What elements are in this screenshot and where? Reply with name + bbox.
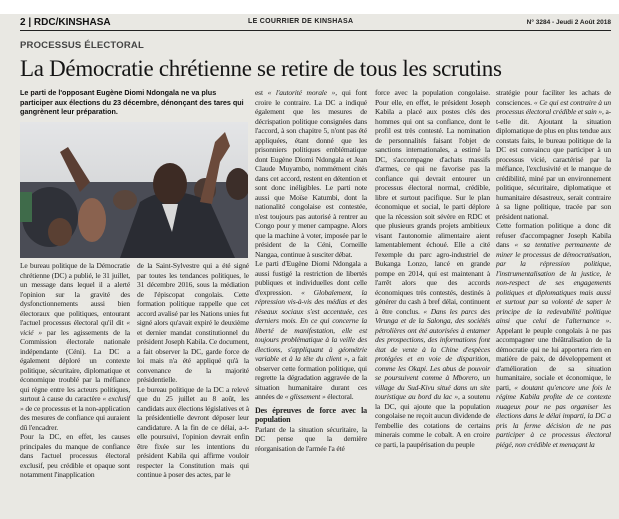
body-text: de ce processus et la non-application des mesures de confiance qui auraient dû l'encadrer. — [20, 403, 130, 432]
body-text: . Appelant le peuple congolais à ne pas accompagner une théâtralisation de la démocratie qui ne lui apportera rien en matière de paix, de développement et d'amélioration de sa situation humanitaire, sociale et économique, le parti, — [496, 316, 611, 392]
body-text: , a-t-elle dit. Ajoutant la situation diplomatique de plus en plus tendue aux constats faits, le bureau politique de la DC est convaincu que participer à un processus vicié, caractérisé par la méfiance, l'exclusivité et le manque de crédibilité, miné par un environnement politique, sécuritaire, diplomatique et humanitaire désastreux, serait contraire à sa ligne politique, tracée par son président national. — [496, 107, 611, 221]
paragraph — [255, 88, 367, 259]
body-text: est — [255, 88, 268, 97]
paragraph — [255, 425, 367, 454]
body-text: , a soutenu la DC, qui ajoute que la population congolaise ne reçoit aucun dividende de l'embellie des cotations de certains minerais comme le cobalt. A en croire ce parti, la paupérisation du peuple — [375, 392, 490, 449]
body-text: Le parti d'Eugène Diomi Ndongala a aussi fustigé la restriction de libertés publiques et individuelles dont celle d'expression. — [255, 259, 367, 297]
body-text: , a fait observer cette formation politique, qui regrette la dégradation aggravée de la situation humanitaire durant ces années de — [255, 354, 368, 401]
body-text: Le bureau politique de la DC a relevé que du 25 juillet au 8 août, les candidats aux élections législatives et à la présidentielle devront déposer leur candidature. A la fin de ce délai, a-t-elle poursuivi, l'opinion devrait enfin être fixée sur les intentions du président Kabila qui affirme vouloir respecter la Constitution mais qui continue à poser des actes, par le — [137, 384, 249, 479]
article-column-3 — [255, 88, 367, 453]
quote-text: « sa tentative permanente de miner le processus de démocratisation, par la répression politique, l'instrumentalisation de la justice, le non-respect de ses engagements politiques et diplomatiques mais aussi et surtout par sa volonté de saper le principe de la redevabilité politique ainsi que celui de l'alternance » — [496, 240, 611, 325]
body-text: électoral. — [325, 392, 354, 401]
newspaper-name: LE COURRIER DE KINSHASA — [248, 18, 354, 25]
quote-text: « glissement » — [284, 392, 326, 401]
quote-text: « doutant qu'encore une fois le régime Kabila profite de ce contexte nuageux pour ne pas organiser les élections dans le délai imparti, la DC a pris la ferme décision de ne pas participer à ce processus électoral piégé, non crédible et menaçant la — [496, 382, 612, 449]
paragraph — [137, 385, 249, 480]
body-text: , qui font croire le contraire. La DC a indiqué également que les mesures de décrispation politique consignées dans l'accord, à son chapitre 5, n'ont pas été appliquées, étant donné que les prisonniers politiques emblématique dont Eugène Diomi Ndongala et Jean Claude Muyambo, nommément cités dans cet accord, restent en détention et sont donc inéligibles. Le parti note aussi que Moïse Katumbi, dont la nationalité congolaise est contestée, n'est toujours pas autorisé à rentrer au Congo pour y mener campagne. Alors que la machine à voter, imposée par le président de la Céni, Corneille Nangaa, continue à susciter débat. — [255, 88, 367, 259]
paragraph — [20, 432, 130, 480]
quote-text: « Ce qui est contraire à un processus électoral crédible et sain » — [496, 97, 611, 116]
paragraph — [375, 88, 490, 449]
quote-text: « vicié » — [20, 318, 130, 337]
paragraph — [255, 259, 367, 402]
article-column-5 — [496, 88, 611, 449]
body-text: Parlant de la situation sécuritaire, la DC pense que la dernière réorganisation de l'armée l'a été — [255, 424, 367, 453]
article-kicker: PROCESSUS ÉLECTORAL — [20, 40, 144, 51]
quote-text: « Globalement, la répression vis-à-vis des médias et des réseaux sociaux s'est accentuée, ces derniers mois. En ce qui concerne la liberté de manifestation, elle est toujours problématique à la veille des élections, s'appliquant à géométrie variable et à la tête du client » — [255, 287, 368, 363]
quote-text: « l'autorité morale » — [267, 88, 336, 97]
body-text: de la Saint-Sylvestre qui a été signé par toutes les tendances politiques, le 31 décembre 2016, sous la médiation de l'épiscopat congolais. Cette formation politique rappelle que cet accord avalisé par les Nations unies fut signé alors qu'avait expiré le deuxième et dernier mandat constitutionnel du président Joseph Kabila. Ce document, a fait observer la DC, garde force de loi mais n'a été appliqué qu'à la convenance de la majorité présidentielle. — [137, 261, 249, 384]
body-text: par les agissements de la Commission électorale nationale indépendante (Céni). La DC a également déploré un contexte politique, sécuritaire, diplomatique et économique troublé par la méfiance qui règne entre les acteurs politiques, surtout à cause du caractère — [20, 327, 130, 403]
body-text: Le bureau politique de la Démocratie chrétienne (DC) a publié, le 31 juillet, un message dans lequel il a alerté l'opinion sur la gravité des dysfonctionnements aussi bien électoraux que politiques, entourant l'actuel processus électoral qu'il dit — [20, 261, 130, 327]
body-text: Cette formation politique a donc dit refuser d'accompagner Joseph Kabila dans — [496, 221, 611, 249]
section-label: 2 | RDC/KINSHASA — [20, 17, 111, 28]
quote-text: « Dans les parcs des Virunga et de la Salonga, des sociétés pétrolières ont été autorisées à entamer des prospections, des informations font état de vente à la Chine d'espèces protégées et en voie de disparition, comme les Okapi. Les abus de pouvoir se poursuivent comme à Mborero, un village du Sud-Kivu situé dans un site touristique au bord du lac » — [375, 306, 491, 401]
body-text: force avec la population congolaise. Pour elle, en effet, le président Joseph Kabila a placé aux postes clés des hommes qui ont sa confiance, dont le profil est très contesté. La nomination de personnalités faisant l'objet de sanctions internationales, a estimé la DC, s'accompagne d'achats massifs d'armes, ce qui ne favorise pas la confiance qui devrait entourer un processus électoral normal, crédible, libre et surtout pacifique. Sur le plan économique et social, le parti déplore que la récession soit sévère en RDC et que plusieurs grands projets ambitieux visant l'autonomie alimentaire aient lamentablement échoué. Elle a cité l'exemple du parc agro-industriel de Bukanga Lonzo, lancé en grande pompe en 2014, qui est maintenant à l'arrêt alors que des accords économiques très contestés, destinés à générer du cash à bref délai, continuent à être conclus. — [375, 88, 490, 316]
body-text: stratégie pour faciliter les achats de consciences. — [496, 88, 611, 107]
article-column-1 — [20, 261, 130, 480]
paragraph — [20, 261, 130, 432]
article-column-4 — [375, 88, 490, 449]
article-lede: Le parti de l'opposant Eugène Diomi Ndongala ne va plus participer aux élections du 23 décembre, dénonçant des tares qui gangrènent leur préparation. — [20, 88, 244, 117]
body-text: Pour la DC, en effet, les causes principales du manque de confiance dans l'actuel processus électoral exclusif, peu crédible et opaque sont notamment l'inapplication — [20, 432, 130, 479]
paragraph — [137, 261, 249, 385]
paragraph — [496, 221, 611, 449]
paragraph — [496, 88, 611, 221]
subheading: Des épreuves de force avec la population — [255, 405, 367, 424]
article-column-2 — [137, 261, 249, 480]
article-photo — [20, 122, 248, 258]
issue-date: N° 3284 - Jeudi 2 Août 2018 — [526, 19, 611, 26]
quote-text: « exclusif » — [20, 394, 130, 413]
crowd-photo-illustration — [20, 122, 248, 258]
page-header — [20, 18, 611, 31]
article-headline: La Démocratie chrétienne se retire de tous les scrutins — [20, 56, 502, 81]
